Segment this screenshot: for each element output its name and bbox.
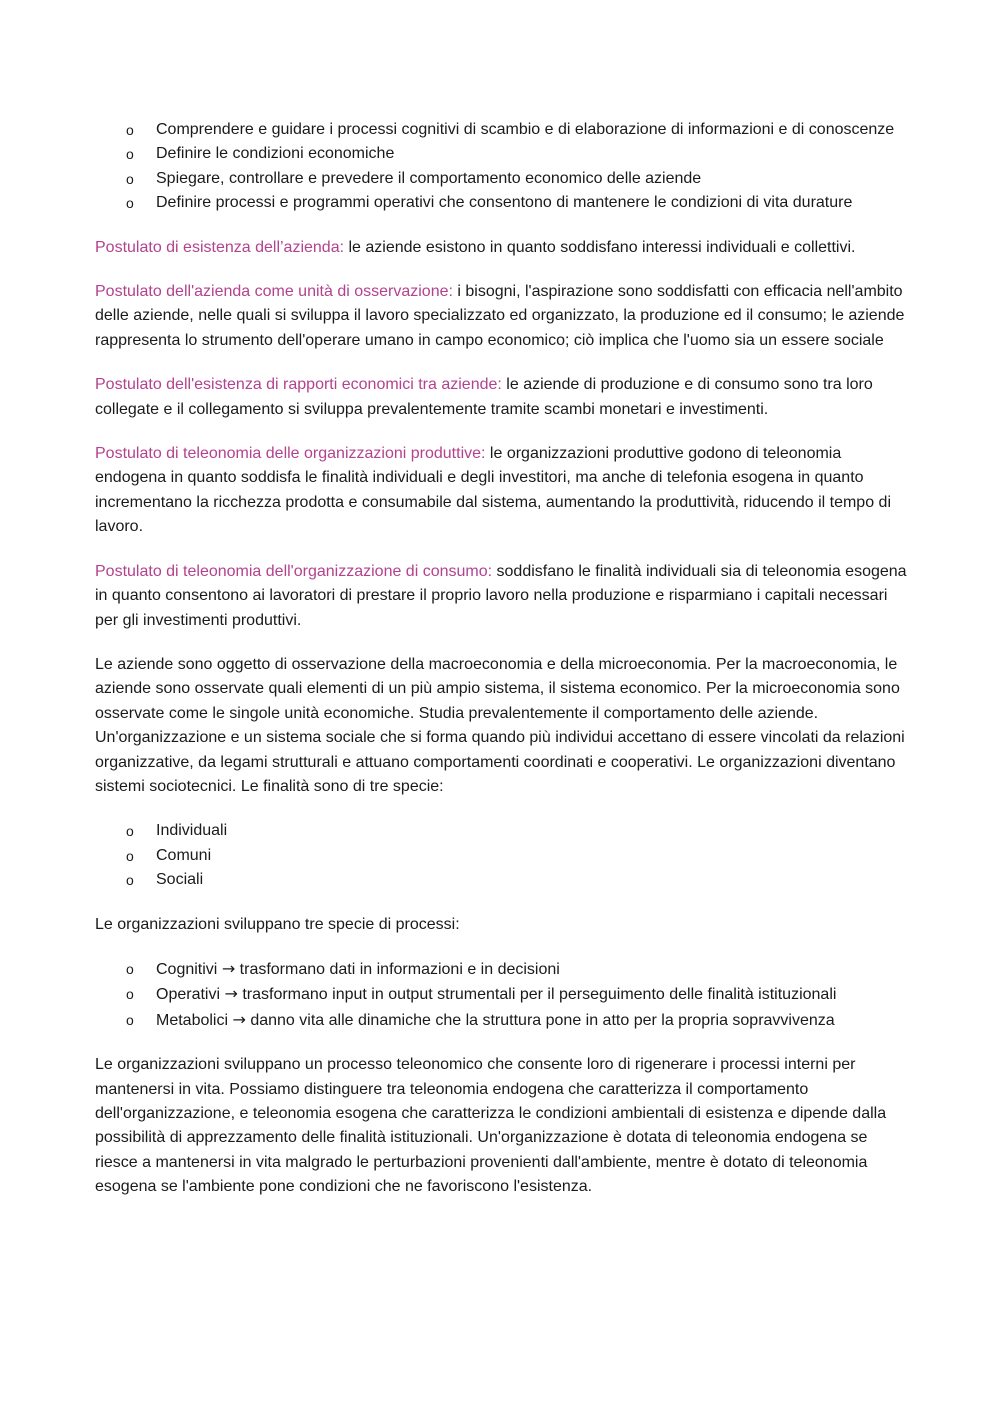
- bullet-icon: o: [126, 823, 134, 840]
- arrow-right-icon: →: [221, 958, 236, 978]
- bullet-icon: o: [126, 960, 134, 977]
- postulate-title: Postulato dell'azienda come unità di osservazione:: [95, 283, 453, 301]
- bullet-icon: o: [126, 986, 134, 1003]
- postulate-title: Postulato dell'esistenza di rapporti economici tra aziende:: [95, 376, 502, 394]
- bullet-icon: o: [126, 146, 134, 163]
- list-item: o Individuali: [95, 819, 910, 843]
- postulate-consumption-teleonomy: [95, 560, 910, 633]
- list-item: o Operativi → trasformano input in output strumentali per il perseguimento delle finalità istituzionali: [95, 982, 910, 1007]
- paragraph-processes-intro: Le organizzazioni sviluppano tre specie di processi:: [95, 915, 460, 933]
- list-item: o Definire processi e programmi operativi che consentono di mantenere le condizioni di vita durature: [95, 191, 910, 215]
- postulate-text: le aziende esistono in quanto soddisfano interessi individuali e collettivi.: [344, 238, 856, 256]
- bullet-icon: o: [126, 1011, 134, 1028]
- postulate-text: le aziende di produzione e di consumo sono tra loro collegate e il collegamento si sviluppa prevalentemente tramite scambi monetari e investimenti.: [95, 376, 873, 418]
- postulate-text: le organizzazioni produttive godono di teleonomia endogena in quanto soddisfa le finalità individuali e degli investitori, ma anche di telefonia esogena in quanto incrementano la ricchezza prodotta e consumabile dal sistema, aumentando la produttività, riducendo il tempo di lavoro.: [95, 445, 891, 536]
- list-item: o Definire le condizioni economiche: [95, 142, 910, 166]
- postulate-text: i bisogni, l'aspirazione sono soddisfatti con efficacia nell'ambito delle aziende, nelle quali si sviluppa il lavoro specializzato ed organizzato, la produzione ed il consumo; le aziende rappresenta lo strumento dell'operare umano in campo economico; ciò implica che l'uomo sia un essere sociale: [95, 283, 905, 349]
- bullet-icon: o: [126, 872, 134, 889]
- postulate-economic-relations: [95, 373, 910, 422]
- processes-list: [95, 957, 910, 1033]
- bullet-icon: o: [126, 195, 134, 212]
- objectives-list: [95, 118, 910, 216]
- list-item: o Sociali: [95, 868, 910, 892]
- paragraph-macro-micro: Le aziende sono oggetto di osservazione della macroeconomia e della microeconomia. Per la macroeconomia, le aziende sono osservate quali elementi di un più ampio sistema, il sistema economico. Per la microeconomia sono osservate come le singole unità economiche. Studia prevalentemente il comportamento delle aziende.: [95, 655, 900, 722]
- paragraph-organization: Un'organizzazione e un sistema sociale che si forma quando più individui accettano di essere vincolati da relazioni organizzative, da legami strutturali e attuano comportamenti coordinati e cooperativi. Le organizzazioni diventano sistemi sociotecnici. Le finalità sono di tre specie:: [95, 729, 905, 795]
- list-item: o Spiegare, controllare e prevedere il comportamento economico delle aziende: [95, 167, 910, 191]
- bullet-icon: o: [126, 847, 134, 864]
- postulate-title: Postulato di esistenza dell’azienda:: [95, 238, 345, 256]
- arrow-right-icon: →: [224, 984, 238, 1004]
- list-item: o Cognitivi → trasformano dati in informazioni e in decisioni: [95, 957, 910, 982]
- postulate-observation-unit: [95, 280, 910, 353]
- list-item: o Comuni: [95, 844, 910, 868]
- postulate-title: Postulato di teleonomia delle organizzazioni produttive:: [95, 445, 486, 463]
- arrow-right-icon: →: [232, 1009, 246, 1029]
- paragraph-teleonomy: Le organizzazioni sviluppano un processo teleonomico che consente loro di rigenerare i processi interni per mantenersi in vita. Possiamo distinguere tra teleonomia endogena che caratterizza il comportamento dell'organizzazione, e teleonomia esogena che caratterizza le condizioni ambientali di esistenza e dipende dalla possibilità di apprezzamento delle finalità istituzionali. Un'organizzazione è dotata di teleonomia endogena se riesce a mantenersi in vita malgrado le perturbazioni provenienti dall'ambiente, mentre è dotato di teleonomia esogena se l'ambiente pone condizioni che ne favoriscono l'esistenza.: [95, 1056, 887, 1196]
- list-item: o Metabolici → danno vita alle dinamiche che la struttura pone in atto per la propria sopravvivenza: [95, 1008, 910, 1033]
- postulate-existence: [95, 236, 910, 260]
- bullet-icon: o: [126, 122, 134, 138]
- list-item: o Comprendere e guidare i processi cognitivi di scambio e di elaborazione di informazioni e di conoscenze: [95, 118, 910, 142]
- finalita-list: [95, 819, 910, 892]
- postulate-text: soddisfano le finalità individuali sia di teleonomia esogena in quanto consentono ai lavoratori di prestare il proprio lavoro nella produzione e risparmiano i capitali necessari per gli investimenti produttivi.: [95, 562, 907, 629]
- postulate-productive-teleonomy: [95, 442, 910, 540]
- document-page: [95, 118, 910, 1200]
- postulate-title: Postulato di teleonomia dell'organizzazione di consumo:: [95, 562, 493, 580]
- bullet-icon: o: [126, 170, 134, 187]
